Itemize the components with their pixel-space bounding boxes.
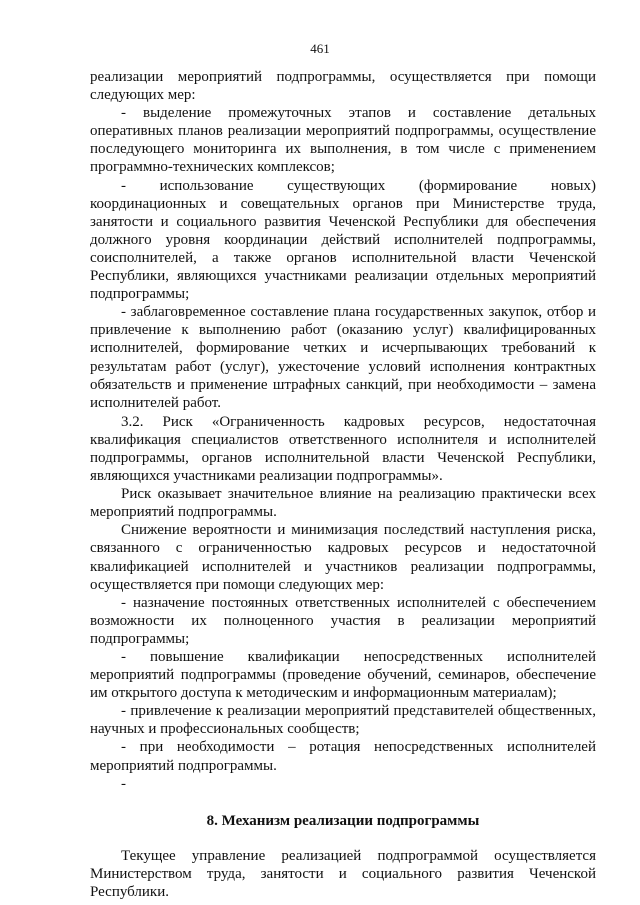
list-item: - заблаговременное составление плана государственных закупок, отбор и привлечение к выполнению работ (оказанию услуг) квалифицированных исполнителей, формирование четких и исчерпывающих требований к результатам работ (услуг), ужесточение условий исполнения контрактных обязательств и применение штрафных санкций, при необходимости – замена исполнителей работ. bbox=[90, 304, 596, 411]
paragraph: реализации мероприятий подпрограммы, осуществляется при помощи следующих мер: bbox=[90, 69, 596, 104]
section-heading: 8. Механизм реализации подпрограммы bbox=[206, 812, 480, 829]
risk-paragraph: 3.2. Риск «Ограниченность кадровых ресурсов, недостаточная квалификация специалистов ответственного исполнителя и исполнителей подпрограммы, органов исполнительной власти Чеченской Республики, являющихся участниками реализации подпрограммы». bbox=[90, 413, 596, 485]
list-item: - выделение промежуточных этапов и составление детальных оперативных планов реализации мероприятий подпрограммы, осуществление последующего мониторинга их выполнения, в том числе с применением программно-технических комплексов; bbox=[90, 105, 596, 176]
paragraph: Риск оказывает значительное влияние на реализацию практически всех мероприятий подпрограммы. bbox=[90, 486, 596, 521]
paragraph: Снижение вероятности и минимизация последствий наступления риска, связанного с ограниченностью кадровых ресурсов и недостаточной квалификацией исполнителей и участников реализации подпрограммы, осуществляется при помощи следующих мер: bbox=[90, 522, 596, 593]
list-item: - повышение квалификации непосредственных исполнителей мероприятий подпрограммы (проведение обучений, семинаров, обеспечение им открытого доступа к методическим и информационным материалам); bbox=[90, 649, 596, 702]
list-item: - при необходимости – ротация непосредственных исполнителей мероприятий подпрограммы. bbox=[90, 739, 596, 774]
list-item-empty: - bbox=[121, 775, 126, 792]
list-item: - назначение постоянных ответственных исполнителей с обеспечением возможности их полноценного участия в реализации мероприятий подпрограммы; bbox=[90, 594, 596, 647]
paragraph: Текущее управление реализацией подпрограммой осуществляется Министерством труда, занятости и социального развития Чеченской Республики. bbox=[90, 847, 596, 901]
list-item: - использование существующих (формирование новых) координационных и совещательных органов при Министерстве труда, занятости и социального развития Чеченской Республики для обеспечения должного уровня координации действий исполнителей подпрограммы, соисполнителей, а также органов исполнительной власти Чеченской Республики, являющихся участниками реализации отдельных мероприятий подпрограммы; bbox=[90, 177, 596, 303]
page-number: 461 bbox=[310, 41, 330, 56]
list-item: - привлечение к реализации мероприятий представителей общественных, научных и профессиональных сообществ; bbox=[90, 703, 596, 738]
document-body bbox=[90, 68, 596, 901]
